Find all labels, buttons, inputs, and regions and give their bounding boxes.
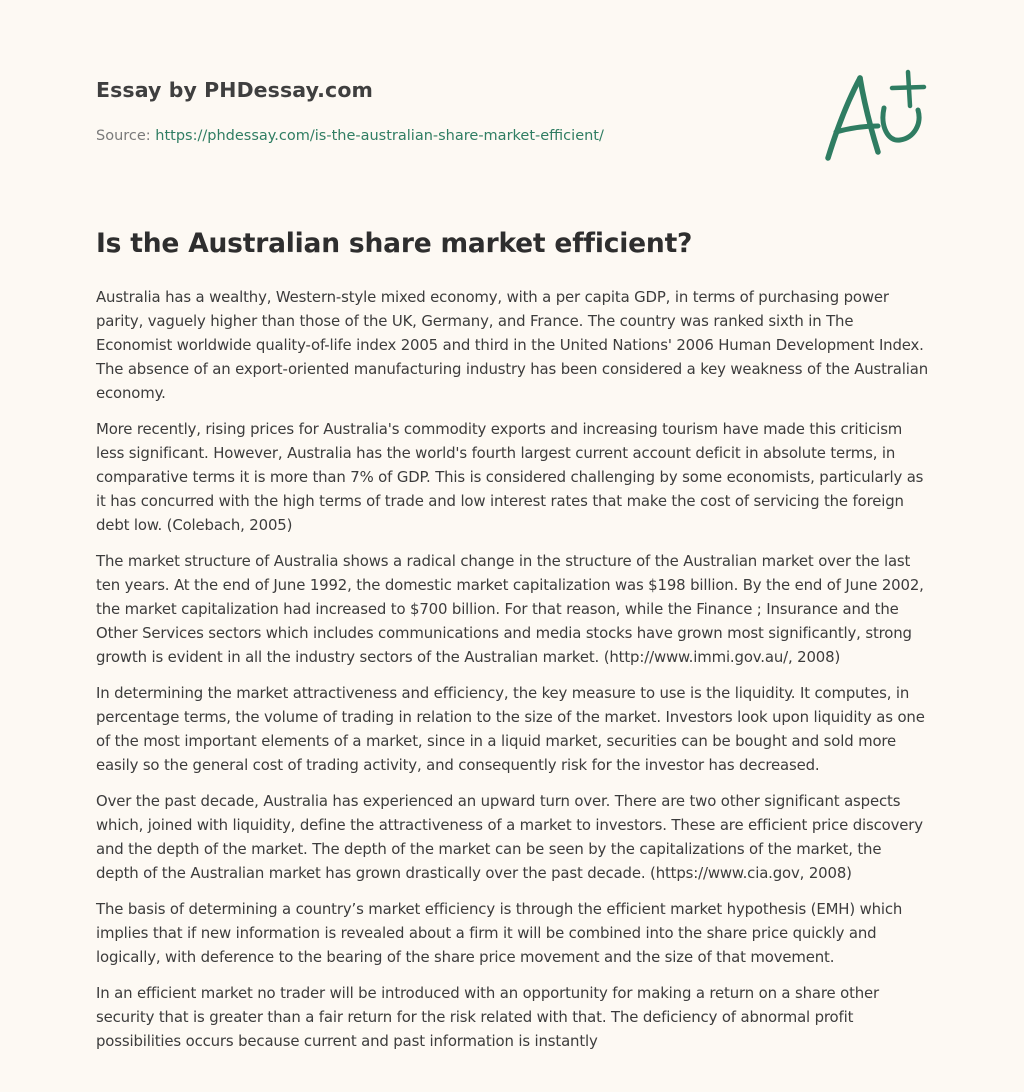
essay-title: Is the Australian share market efficient?	[96, 228, 693, 259]
brand-title: Essay by PHDessay.com	[96, 78, 373, 102]
essay-paragraph: Australia has a wealthy, Western-style mixed economy, with a per capita GDP, in terms of purchasing power parity, vaguely higher than those of the UK, Germany, and France. The country was ranked sixth in The Economist worldwide quality-of-life index 2005 and third in the United Nations' 2006 Human Development Index. The absence of an export-oriented manufacturing industry has been considered a key weakness of the Australian economy.	[96, 288, 928, 402]
source-link[interactable]: https://phdessay.com/is-the-australian-share-market-efficient/	[155, 128, 604, 144]
source-label: Source:	[96, 128, 156, 144]
a-plus-grade-icon	[820, 68, 928, 164]
essay-paragraph: In determining the market attractiveness and efficiency, the key measure to use is the liquidity. It computes, in percentage terms, the volume of trading in relation to the size of the market. Investors look upon liquidity as one of the most important elements of a market, since in a liquid market, securities can be bought and sold more easily so the general cost of trading activity, and consequently risk for the investor has decreased.	[96, 684, 925, 774]
essay-paragraph: Over the past decade, Australia has experienced an upward turn over. There are two other significant aspects which, joined with liquidity, define the attractiveness of a market to investors. These are efficient price discovery and the depth of the market. The depth of the market can be seen by the capitalizations of the market, the depth of the Australian market has grown drastically over the past decade. (https://www.cia.gov, 2008)	[96, 792, 923, 882]
essay-paragraph: In an efficient market no trader will be introduced with an opportunity for making a return on a share other security that is greater than a fair return for the risk related with that. The deficiency of abnormal profit possibilities occurs because current and past information is instantly	[96, 984, 880, 1050]
page-header	[96, 76, 796, 146]
source-line	[96, 126, 796, 146]
essay-paragraph: The basis of determining a country’s market efficiency is through the efficient market hypothesis (EMH) which implies that if new information is revealed about a firm it will be combined into the share price quickly and logically, with deference to the bearing of the share price movement and the size of that movement.	[96, 900, 903, 966]
essay-paragraph: The market structure of Australia shows a radical change in the structure of the Australian market over the last ten years. At the end of June 1992, the domestic market capitalization was $198 billion. By the end of June 2002, the market capitalization had increased to $700 billion. For that reason, while the Finance ; Insurance and the Other Services sectors which includes communications and media stocks have grown most significantly, strong growth is evident in all the industry sectors of the Australian market. (http://www.immi.gov.au/, 2008)	[96, 552, 924, 666]
essay-paragraph: More recently, rising prices for Australia's commodity exports and increasing tourism have made this criticism less significant. However, Australia has the world's fourth largest current account deficit in absolute terms, in comparative terms it is more than 7% of GDP. This is considered challenging by some economists, particularly as it has concurred with the high terms of trade and low interest rates that make the cost of servicing the foreign debt low. (Colebach, 2005)	[96, 420, 924, 534]
essay-body	[96, 285, 928, 1065]
